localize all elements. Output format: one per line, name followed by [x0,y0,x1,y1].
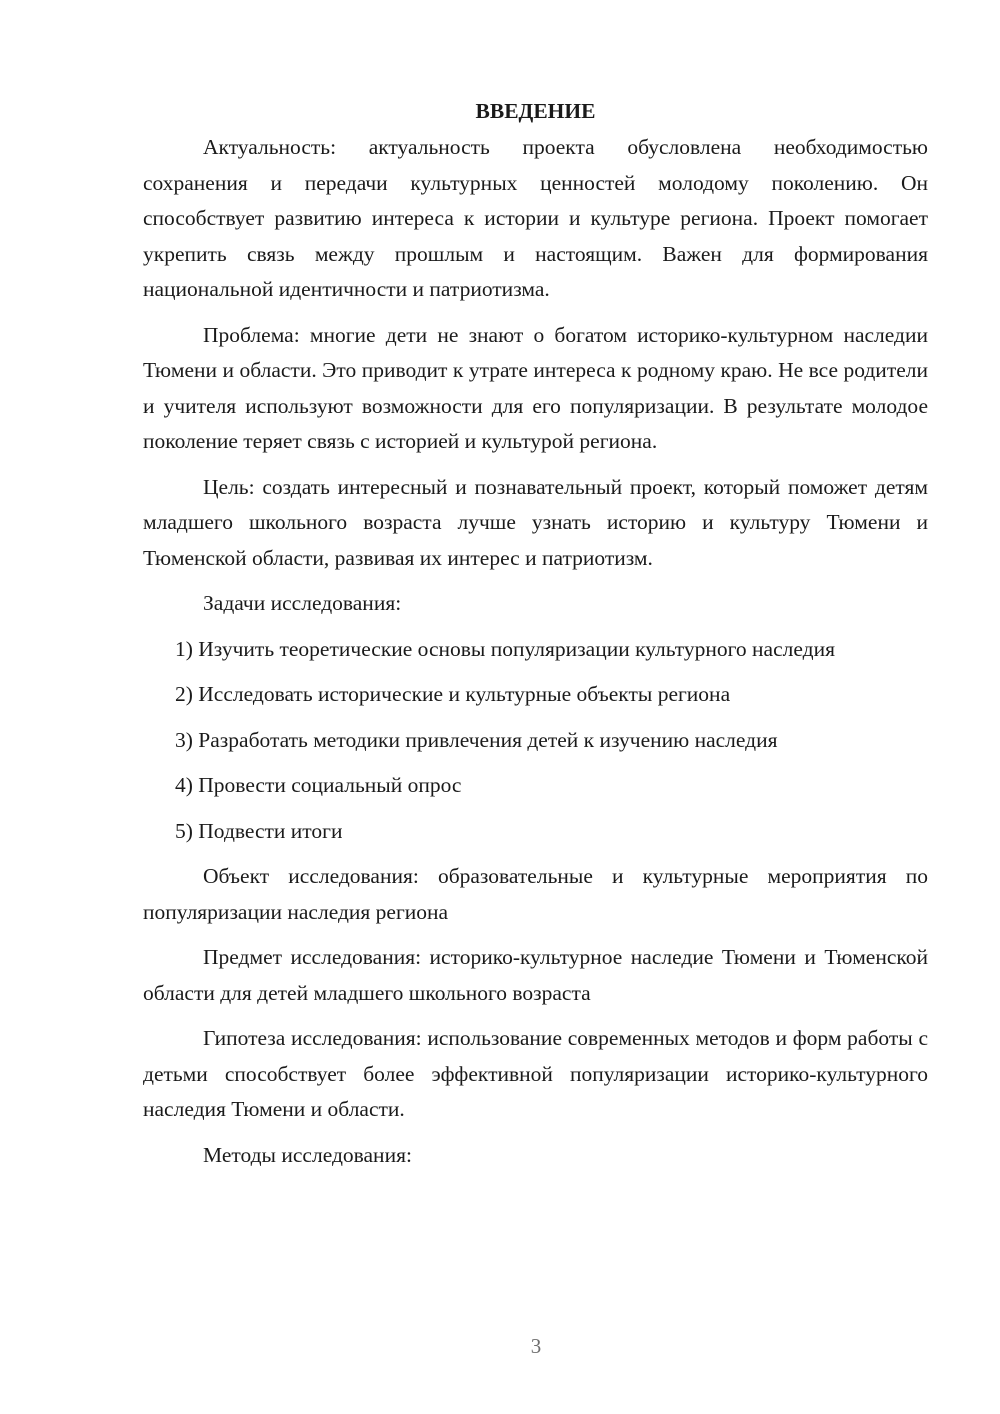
subject-paragraph: Предмет исследования: историко-культурное наследие Тюмени и Тюменской области для детей младшего школьного возраста [143,945,928,1005]
list-item: 4) Провести социальный опрос [175,773,462,797]
list-item: 5) Подвести итоги [175,818,343,843]
problem-paragraph: Проблема: многие дети не знают о богатом историко-культурном наследии Тюмени и области. Это приводит к утрате интереса к родному краю. Не все родители и учителя используют возможности для его популяризации. В результате молодое поколение теряет связь с историей и культурой региона. [143,322,928,453]
section-title: ВВЕДЕНИЕ [475,99,596,123]
object-paragraph: Объект исследования: образовательные и культурные мероприятия по популяризации наследия региона [143,864,928,924]
document-page [143,96,928,1183]
tasks-heading: Задачи исследования: [203,591,402,615]
goal-paragraph: Цель: создать интересный и познавательный проект, который поможет детям младшего школьного возраста лучше узнать историю и культуру Тюмени и Тюменской области, развивая их интерес и патриотизм. [143,474,928,570]
list-item: 1) Изучить теоретические основы популяризации культурного наследия [175,636,835,661]
list-item: 3) Разработать методики привлечения детей к изучению наследия [175,727,778,752]
page-number: 3 [530,1334,542,1358]
methods-heading: Методы исследования: [203,1142,412,1167]
tasks-list [143,632,928,850]
hypothesis-paragraph: Гипотеза исследования: использование современных методов и форм работы с детьми способствует более эффективной популяризации историко-культурного наследия Тюмени и области. [143,1026,928,1121]
list-item: 2) Исследовать исторические и культурные объекты региона [175,682,731,706]
relevance-paragraph: Актуальность: актуальность проекта обусловлена необходимостью сохранения и передачи культурных ценностей молодому поколению. Он способствует развитию интереса к истории и культуре региона. Проект помогает укрепить связь между прошлым и настоящим. Важен для формирования национальной идентичности и патриотизма. [143,135,928,301]
